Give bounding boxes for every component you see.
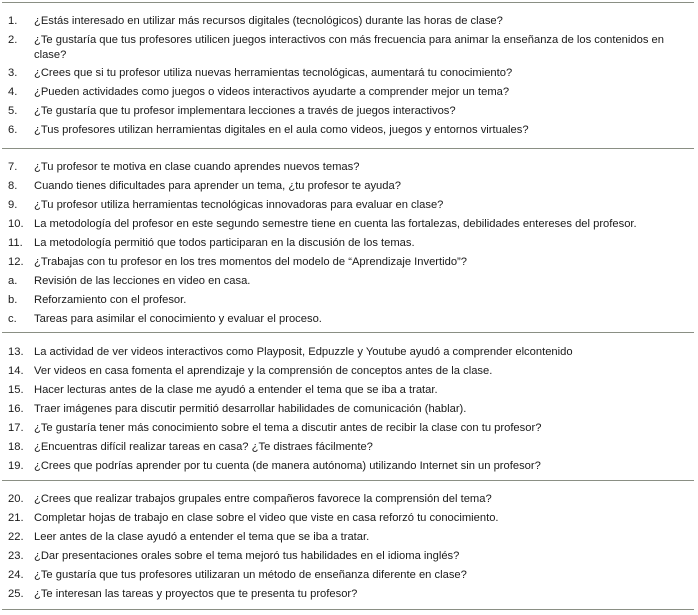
item-number: 14. xyxy=(8,365,24,377)
question-group-2 xyxy=(0,160,698,331)
list-item xyxy=(0,440,698,459)
item-number: 4. xyxy=(8,86,18,98)
item-text: ¿Te gustaría tener más conocimiento sobre el tema a discutir antes de recibir la clase con tu profesor? xyxy=(34,422,542,434)
item-text: La actividad de ver videos interactivos como Playposit, Edpuzzle y Youtube ayudó a comprender elcontenido xyxy=(34,346,573,358)
list-item xyxy=(0,492,698,511)
item-text: Leer antes de la clase ayudó a entender el tema que se iba a tratar. xyxy=(34,531,370,543)
list-item xyxy=(0,568,698,587)
item-number: 2. xyxy=(8,34,18,46)
list-item xyxy=(0,511,698,530)
item-number: 17. xyxy=(8,422,24,434)
list-item xyxy=(0,459,698,478)
list-item xyxy=(0,345,698,364)
item-number: 22. xyxy=(8,531,24,543)
table-top-rule xyxy=(2,2,694,3)
item-number: 10. xyxy=(8,218,24,230)
item-number: 9. xyxy=(8,199,18,211)
item-number: 20. xyxy=(8,493,24,505)
item-text: ¿Te interesan las tareas y proyectos que te presenta tu profesor? xyxy=(34,588,358,600)
item-text: Cuando tienes dificultades para aprender un tema, ¿tu profesor te ayuda? xyxy=(34,180,401,192)
item-text: Traer imágenes para discutir permitió desarrollar habilidades de comunicación (hablar). xyxy=(34,403,467,415)
item-text: Tareas para asimilar el conocimiento y evaluar el proceso. xyxy=(34,313,322,325)
item-text: ¿Te gustaría que tu profesor implementara lecciones a través de juegos interactivos? xyxy=(34,105,456,117)
item-number: 21. xyxy=(8,512,24,524)
item-number: 8. xyxy=(8,180,18,192)
list-item xyxy=(0,587,698,606)
item-number: 23. xyxy=(8,550,24,562)
list-item xyxy=(0,198,698,217)
item-number: 12. xyxy=(8,256,24,268)
item-number: 25. xyxy=(8,588,24,600)
list-item xyxy=(0,104,698,123)
list-item xyxy=(0,33,698,66)
list-item xyxy=(0,364,698,383)
item-text: La metodología permitió que todos participaran en la discusión de los temas. xyxy=(34,237,415,249)
list-item xyxy=(0,123,698,142)
item-text: ¿Trabajas con tu profesor en los tres momentos del modelo de “Aprendizaje Invertido”? xyxy=(34,256,468,268)
list-item xyxy=(0,255,698,274)
list-item xyxy=(0,217,698,236)
list-item xyxy=(0,236,698,255)
item-text: Completar hojas de trabajo en clase sobre el video que viste en casa reforzó tu conocimiento. xyxy=(34,512,499,524)
item-number: 19. xyxy=(8,460,24,472)
item-number: 16. xyxy=(8,403,24,415)
item-text: ¿Crees que podrías aprender por tu cuenta (de manera autónoma) utilizando Internet sin un profesor? xyxy=(34,460,541,472)
item-text: Hacer lecturas antes de la clase me ayudó a entender el tema que se iba a tratar. xyxy=(34,384,438,396)
list-item xyxy=(0,274,698,293)
item-number: 11. xyxy=(8,237,23,249)
list-item xyxy=(0,383,698,402)
section-divider xyxy=(2,332,694,333)
item-number: 5. xyxy=(8,105,18,117)
list-item xyxy=(0,160,698,179)
question-group-3 xyxy=(0,345,698,478)
question-group-4 xyxy=(0,492,698,606)
list-item xyxy=(0,402,698,421)
list-item xyxy=(0,66,698,85)
table-bottom-rule xyxy=(2,609,694,610)
list-item xyxy=(0,312,698,331)
list-item xyxy=(0,179,698,198)
item-number: 13. xyxy=(8,346,24,358)
item-number: 1. xyxy=(8,15,18,27)
item-number: 6. xyxy=(8,124,18,136)
list-item xyxy=(0,293,698,312)
item-text: ¿Te gustaría que tus profesores utilizaran un método de enseñanza diferente en clase? xyxy=(34,569,467,581)
list-item xyxy=(0,421,698,440)
list-item xyxy=(0,14,698,33)
section-divider xyxy=(2,148,694,149)
item-number: 24. xyxy=(8,569,24,581)
item-number: c. xyxy=(8,313,17,325)
item-text: ¿Tus profesores utilizan herramientas digitales en el aula como videos, juegos y entornos virtuales? xyxy=(34,124,529,136)
item-number: 15. xyxy=(8,384,24,396)
question-group-1 xyxy=(0,14,698,142)
item-text: ¿Pueden actividades como juegos o videos interactivos ayudarte a comprender mejor un tema? xyxy=(34,86,510,98)
item-text: ¿Crees que realizar trabajos grupales entre compañeros favorece la comprensión del tema? xyxy=(34,493,492,505)
item-text: ¿Encuentras difícil realizar tareas en casa? ¿Te distraes fácilmente? xyxy=(34,441,373,453)
item-number: 7. xyxy=(8,161,18,173)
item-number: b. xyxy=(8,294,18,306)
item-text: ¿Tu profesor te motiva en clase cuando aprendes nuevos temas? xyxy=(34,161,360,173)
item-text: ¿Crees que si tu profesor utiliza nuevas herramientas tecnológicas, aumentará tu conocimiento? xyxy=(34,67,513,79)
item-number: 18. xyxy=(8,441,24,453)
item-text: Ver videos en casa fomenta el aprendizaje y la comprensión de conceptos antes de la clase. xyxy=(34,365,493,377)
item-text: ¿Dar presentaciones orales sobre el tema mejoró tus habilidades en el idioma inglés? xyxy=(34,550,460,562)
item-text: Reforzamiento con el profesor. xyxy=(34,294,187,306)
list-item xyxy=(0,530,698,549)
list-item xyxy=(0,549,698,568)
item-number: 3. xyxy=(8,67,18,79)
item-text: La metodología del profesor en este segundo semestre tiene en cuenta las fortalezas, debilidades entereses del profesor. xyxy=(34,218,637,230)
item-text: ¿Tu profesor utiliza herramientas tecnológicas innovadoras para evaluar en clase? xyxy=(34,199,444,211)
section-divider xyxy=(2,480,694,481)
item-text: Revisión de las lecciones en video en casa. xyxy=(34,275,251,287)
item-number: a. xyxy=(8,275,18,287)
list-item xyxy=(0,85,698,104)
item-text: ¿Estás interesado en utilizar más recursos digitales (tecnológicos) durante las horas de clase? xyxy=(34,15,503,27)
item-text: ¿Te gustaría que tus profesores utilicen juegos interactivos con más frecuencia para animar la enseñanza de los contenidos en clase? xyxy=(34,34,664,61)
